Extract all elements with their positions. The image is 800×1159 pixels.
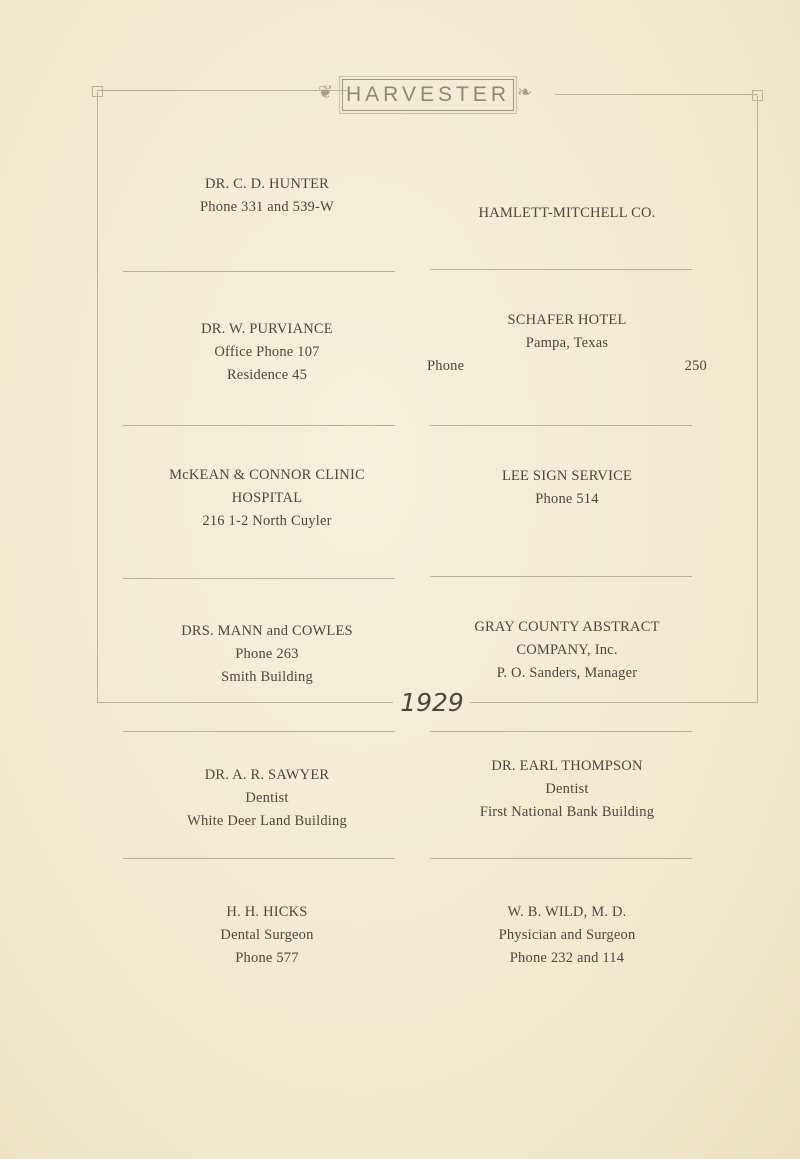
listing-name: LEE SIGN SERVICE bbox=[501, 468, 633, 484]
listing-name: GRAY COUNTY ABSTRACT bbox=[474, 619, 660, 635]
divider bbox=[430, 858, 692, 859]
divider bbox=[123, 578, 395, 579]
listing-detail: Phone 232 and 114 bbox=[509, 950, 625, 966]
divider bbox=[430, 731, 692, 732]
listing-detail: HOSPITAL bbox=[231, 490, 303, 506]
page-year: 1929 bbox=[400, 688, 464, 717]
frame-bottom-right-line bbox=[470, 702, 758, 703]
listing-hunter bbox=[127, 173, 407, 219]
listing-detail: First National Bank Building bbox=[479, 804, 655, 820]
corner-ornament-icon bbox=[92, 86, 103, 97]
listing-name: SCHAFER HOTEL bbox=[507, 312, 627, 328]
listing-name: DR. A. R. SAWYER bbox=[204, 767, 330, 783]
listing-detail: 216 1-2 North Cuyler bbox=[202, 513, 332, 529]
listing-detail: Smith Building bbox=[221, 669, 313, 685]
phone-row bbox=[427, 355, 707, 378]
scroll-ornament-icon: ❦ bbox=[318, 82, 334, 102]
listing-name: DR. EARL THOMPSON bbox=[491, 758, 643, 774]
divider bbox=[430, 269, 692, 270]
divider bbox=[123, 425, 395, 426]
phone-number: 250 bbox=[684, 358, 707, 374]
listing-detail: White Deer Land Building bbox=[187, 813, 347, 829]
frame-top-left-line bbox=[97, 90, 347, 91]
frame-bottom-left-line bbox=[97, 702, 393, 703]
listing-hamlett-mitchell bbox=[427, 202, 707, 225]
scroll-ornament-icon: ❧ bbox=[517, 82, 533, 102]
listing-name: DR. C. D. HUNTER bbox=[204, 176, 330, 192]
listing-name: HAMLETT-MITCHELL CO. bbox=[478, 205, 656, 221]
listing-mckean-connor-clinic bbox=[127, 464, 407, 533]
listing-earl-thompson bbox=[427, 755, 707, 824]
listing-purviance bbox=[127, 318, 407, 387]
listing-detail: Dental Surgeon bbox=[220, 927, 314, 943]
listing-name: DRS. MANN and COWLES bbox=[181, 623, 353, 639]
listing-detail: Phone 331 and 539-W bbox=[200, 199, 334, 215]
divider bbox=[123, 731, 395, 732]
listing-detail: Office Phone 107 bbox=[214, 344, 320, 360]
listing-name: McKEAN & CONNOR CLINIC bbox=[169, 467, 365, 483]
listing-wild bbox=[427, 901, 707, 970]
listing-detail: P. O. Sanders, Manager bbox=[496, 665, 638, 681]
listing-detail: Residence 45 bbox=[226, 367, 308, 383]
phone-label: Phone bbox=[427, 358, 465, 374]
divider bbox=[430, 576, 692, 577]
listing-detail: Physician and Surgeon bbox=[498, 927, 636, 943]
frame-top-right-line bbox=[555, 94, 758, 95]
listing-name: W. B. WILD, M. D. bbox=[507, 904, 627, 920]
listing-detail: Dentist bbox=[545, 781, 589, 797]
listing-mann-cowles bbox=[127, 620, 407, 689]
frame-left-line bbox=[97, 92, 98, 702]
listing-gray-county-abstract bbox=[427, 616, 707, 685]
listing-detail: Phone 514 bbox=[535, 491, 599, 507]
listing-name: DR. W. PURVIANCE bbox=[201, 321, 333, 337]
divider bbox=[123, 858, 395, 859]
listing-detail: Pampa, Texas bbox=[525, 335, 609, 351]
listing-detail: Phone 577 bbox=[235, 950, 299, 966]
listing-name: H. H. HICKS bbox=[226, 904, 308, 920]
listing-hicks bbox=[127, 901, 407, 970]
listing-detail: Phone 263 bbox=[235, 646, 299, 662]
divider bbox=[123, 271, 395, 272]
page-title: HARVESTER bbox=[342, 79, 514, 111]
listing-sawyer bbox=[127, 764, 407, 833]
listing-detail: Dentist bbox=[245, 790, 289, 806]
listing-schafer-hotel bbox=[427, 309, 707, 378]
listing-detail: COMPANY, Inc. bbox=[516, 642, 618, 658]
listing-lee-sign-service bbox=[427, 465, 707, 511]
frame-right-line bbox=[757, 96, 758, 702]
divider bbox=[430, 425, 692, 426]
corner-ornament-icon bbox=[752, 90, 763, 101]
